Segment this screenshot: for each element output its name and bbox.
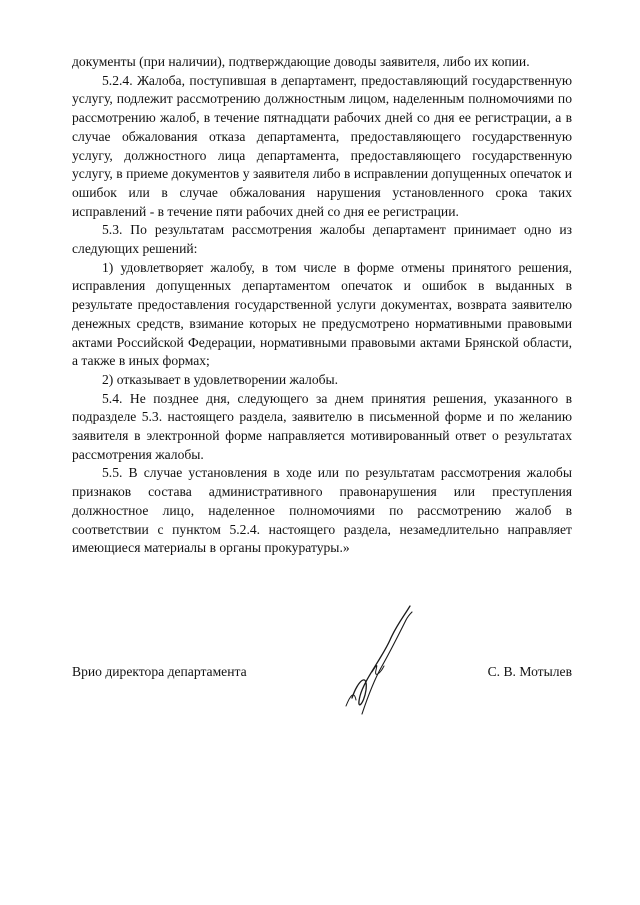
paragraph-5-5: 5.5. В случае установления в ходе или по результатам рассмотрения жалобы признаков состава административного правонарушения или преступления должностное лицо, наделенное полномочиями по рассмотрению жалоб в соответствии с пунктом 5.2.4. настоящего раздела, незамедлительно направляет имеющиеся материалы в органы прокуратуры.» [72,465,572,556]
paragraph-5-3-item-1: 1) удовлетворяет жалобу, в том числе в форме отмены принятого решения, исправления допущенных департаментом опечаток и ошибок в выданных в результате предоставления государственной услуги документах, возврата заявителю денежных средств, взимание которых не предусмотрено нормативными правовыми актами Российской Федерации, нормативными правовыми актами Брянской области, а также в иных формах; [72,259,572,369]
paragraph-5-2-4: 5.2.4. Жалоба, поступившая в департамент, предоставляющий государственную услугу, подлежит рассмотрению должностным лицом, наделенным полномочиями по рассмотрению жалоб, в течение пятнадцати рабочих дней со дня ее регистрации, а в случае обжалования отказа департамента, предоставляющего государственную услугу, должностного лица департамента, предоставляющего государственную услугу, в приеме документов у заявителя либо в исправлении допущенных опечаток и ошибок или в случае обжалования нарушения установленного срока таких исправлений - в течение пяти рабочих дней со дня ее регистрации. [72,72,572,219]
signatory-position: Врио директора департамента [72,664,247,679]
signatory-name: С. В. Мотылев [487,664,572,679]
paragraph-5-4: 5.4. Не позднее дня, следующего за днем принятия решения, указанного в подразделе 5.3. настоящего раздела, заявителю в письменной форме и по желанию заявителя в электронной форме направляется мотивированный ответ о результатах рассмотрения жалобы. [72,390,572,462]
paragraph-5-3: 5.3. По результатам рассмотрения жалобы департамент принимает одно из следующих решений: [72,222,572,257]
paragraph-continuation: документы (при наличии), подтверждающие доводы заявителя, либо их копии. [72,54,530,69]
document-body [72,53,572,558]
handwritten-signature-icon [338,600,428,730]
paragraph-5-3-item-2: 2) отказывает в удовлетворении жалобы. [102,371,339,387]
